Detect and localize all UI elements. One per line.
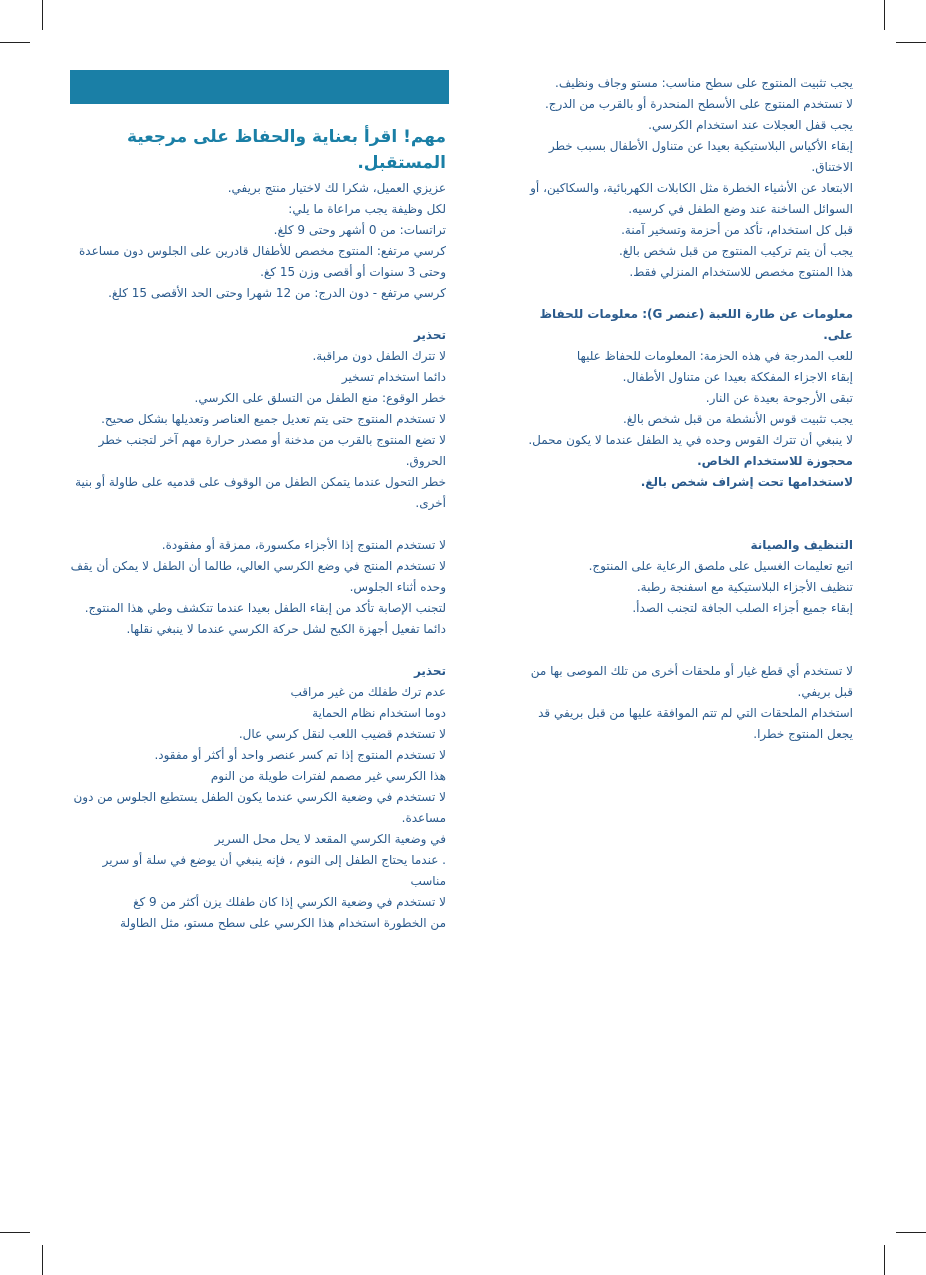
text-line: يجب أن يتم تركيب المنتوج من قبل شخص بالغ. xyxy=(618,244,853,258)
spacer xyxy=(528,493,853,514)
text-line: لا تستخدم قضيب اللعب لنقل كرسي عال. xyxy=(238,727,446,741)
text-line: لا تستخدم في وضعية الكرسي عندما يكون الطفل يستطيع الجلوس من دون مساعدة. xyxy=(73,790,446,825)
text-line: عزيزي العميل، شكرا لك لاختيار منتج بريفي. xyxy=(227,181,446,195)
text-line: لا تستخدم المنتوج على الأسطح المنحدرة أو بالقرب من الدرج. xyxy=(544,97,853,111)
crop-mark xyxy=(896,42,926,43)
text-line: للعب المدرجة في هذه الحزمة: المعلومات للحفاظ عليها xyxy=(576,349,853,363)
text-line: لتجنب الإصابة تأكد من إبقاء الطفل بعيدا عندما تتكشف وطي هذا المنتوج. xyxy=(84,601,446,615)
text-line: . عندما يحتاج الطفل إلى النوم ، فإنه ينبغي أن يوضع في سلة أو سرير مناسب xyxy=(102,853,446,888)
crop-mark xyxy=(42,1245,43,1275)
text-line: من الخطورة استخدام هذا الكرسي على سطح مستو، مثل الطاولة xyxy=(120,916,446,930)
text-line: اتبع تعليمات الغسيل على ملصق الرعاية على المنتوج. xyxy=(588,559,853,573)
text-line: تراتسات: من 0 أشهر وحتى 9 كلغ. xyxy=(273,223,446,237)
section-heading: معلومات عن طارة اللعبة (عنصر G): معلومات للحفاظ على. xyxy=(539,307,853,342)
left-column xyxy=(70,178,446,934)
text-line: كرسي مرتفع: المنتوج مخصص للأطفال قادرين على الجلوس دون مساعدة وحتى 3 سنوات أو أقصى وزن 15 كغ. xyxy=(78,244,446,279)
section-heading: التنظيف والصيانة xyxy=(750,538,853,552)
text-line: لا تستخدم المنتج في وضع الكرسي العالي، طالما أن الطفل لا يمكن أن يقف وحده أثناء الجلوس. xyxy=(70,559,446,594)
text-line: خطر الوقوع: منع الطفل من التسلق على الكرسي. xyxy=(194,391,446,405)
section-heading: تحذير xyxy=(413,328,446,342)
text-line: تنظيف الأجزاء البلاستيكية مع اسفنجة رطبة. xyxy=(636,580,853,594)
text-line: تبقى الأرجوحة بعيدة عن النار. xyxy=(705,391,853,405)
text-line: كرسي مرتفع - دون الدرج: من 12 شهرا وحتى الحد الأقصى 15 كلغ. xyxy=(108,286,446,300)
spacer xyxy=(70,304,446,325)
spacer xyxy=(70,640,446,661)
text-line: لكل وظيفة يجب مراعاة ما يلي: xyxy=(288,202,446,216)
text-line: خطر التحول عندما يتمكن الطفل من الوقوف على قدميه على طاولة أو بنية أخرى. xyxy=(75,475,446,510)
crop-mark xyxy=(42,0,43,30)
text-line: هذا المنتوج مخصص للاستخدام المنزلي فقط. xyxy=(629,265,853,279)
text-line: هذا الكرسي غير مصمم لفترات طويلة من النوم xyxy=(210,769,446,783)
section-heading: لاستخدامها تحت إشراف شخص بالغ. xyxy=(640,475,853,489)
text-line: دوما استخدام نظام الحماية xyxy=(312,706,446,720)
crop-mark xyxy=(0,1232,30,1233)
text-line: إبقاء الأكياس البلاستيكية بعيدا عن متناول الأطفال بسبب خطر الاختناق. xyxy=(548,139,853,174)
spacer xyxy=(528,640,853,661)
text-line: عدم ترك طفلك من غير مراقب xyxy=(290,685,446,699)
crop-mark xyxy=(896,1232,926,1233)
right-column xyxy=(528,73,853,745)
text-line: استخدام الملحقات التي لم تتم الموافقة عليها من قبل بريفي قد يجعل المنتوج خطرا. xyxy=(538,706,853,741)
text-line: يجب تثبيت المنتوج على سطح مناسب: مستو وجاف ونظيف. xyxy=(555,76,853,90)
crop-mark xyxy=(884,1245,885,1275)
text-line: قبل كل استخدام، تأكد من أحزمة وتسخير آمنة. xyxy=(621,223,853,237)
spacer xyxy=(70,514,446,535)
text-line: لا تترك الطفل دون مراقبة. xyxy=(312,349,446,363)
text-line: يجب قفل العجلات عند استخدام الكرسي. xyxy=(648,118,853,132)
header-bar xyxy=(70,70,449,104)
section-heading: تحذير xyxy=(413,664,446,678)
text-line: يجب تثبيت قوس الأنشطة من قبل شخص بالغ. xyxy=(622,412,853,426)
page-title: مهم! اقرأ بعناية والحفاظ على مرجعية المستقبل. xyxy=(126,127,446,173)
text-line: دائما استخدام تسخير xyxy=(341,370,446,384)
text-line: إبقاء الاجزاء المفككة بعيدا عن متناول الأطفال. xyxy=(622,370,853,384)
spacer xyxy=(528,514,853,535)
text-line: لا ينبغي أن تترك القوس وحده في يد الطفل عندما لا يكون محمل. xyxy=(528,433,853,447)
spacer xyxy=(528,283,853,304)
text-line: الابتعاد عن الأشياء الخطرة مثل الكابلات الكهربائية، والسكاكين، أو السوائل الساخنة عند وضع الطفل في كرسيه. xyxy=(530,181,853,216)
text-line: إبقاء جميع أجزاء الصلب الجافة لتجنب الصدأ. xyxy=(632,601,853,615)
text-line: لا تستخدم في وضعية الكرسي إذا كان طفلك يزن أكثر من 9 كغ xyxy=(133,895,446,909)
text-line: لا تستخدم المنتوج إذا تم كسر عنصر واحد أو أكثر أو مفقود. xyxy=(154,748,446,762)
spacer xyxy=(528,619,853,640)
text-line: في وضعية الكرسي المقعد لا يحل محل السرير xyxy=(214,832,446,846)
text-line: لا تستخدم المنتوج إذا الأجزاء مكسورة، ممزقة أو مفقودة. xyxy=(161,538,446,552)
crop-mark xyxy=(0,42,30,43)
text-line: دائما تفعيل أجهزة الكبح لشل حركة الكرسي عندما لا ينبغي نقلها. xyxy=(126,622,446,636)
crop-mark xyxy=(884,0,885,30)
text-line: لا تستخدم أي قطع غيار أو ملحقات أخرى من تلك الموصى بها من قبل بريفي. xyxy=(530,664,853,699)
text-line: لا تستخدم المنتوج حتى يتم تعديل جميع العناصر وتعديلها بشكل صحيح. xyxy=(101,412,446,426)
section-heading: محجوزة للاستخدام الخاص. xyxy=(697,454,853,468)
text-line: لا تضع المنتوج بالقرب من مدخنة أو مصدر حرارة مهم آخر لتجنب خطر الحروق. xyxy=(98,433,446,468)
